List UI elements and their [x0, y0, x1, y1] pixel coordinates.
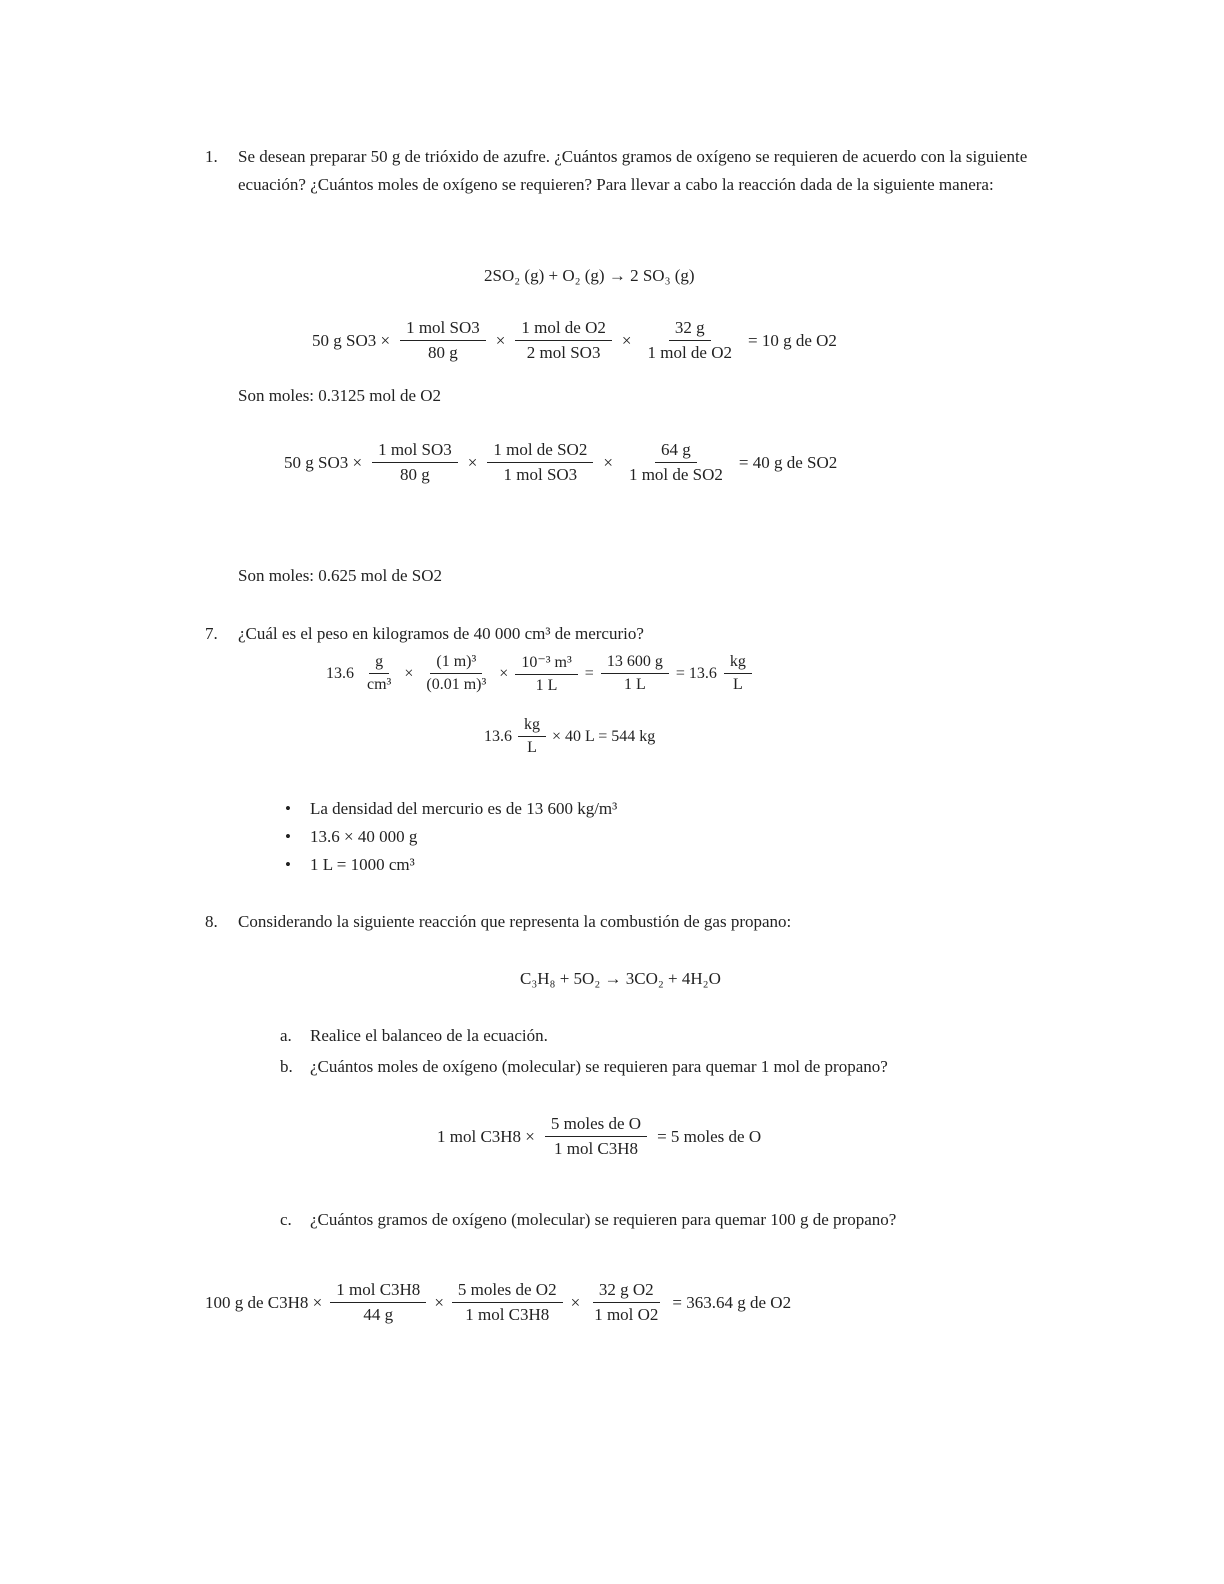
- question-text: Se desean preparar 50 g de trióxido de azufre. ¿Cuántos gramos de oxígeno se requieren de acuerdo con la siguiente ecuación? ¿Cuántos moles de oxígeno se requieren? Para llevar a cabo la reacción dada de la siguiente manera:: [238, 147, 1028, 194]
- calculation: 50 g SO3 × $\frac{\text{1 mol SO3}}{80 g}$ × $\frac{\text{1 mol de O2}}{\text{2 mol SO3}}$ × $\frac{32 g}{\text{1 mol de O2}}$ = 10 g de O2: [312, 318, 837, 362]
- item-letter: b.: [280, 1057, 293, 1076]
- fraction: $\frac{\text{32 g O2}}{\text{1 mol O2}}$: [594, 1280, 659, 1324]
- moles-result: Son moles: 0.3125 mol de O2: [238, 386, 442, 405]
- fraction: $\frac{64 g}{\text{1 mol de SO2}}$: [628, 440, 723, 484]
- calc-lead: 50 g SO3 ×: [284, 452, 363, 472]
- fraction: $\frac{\text{1 mol de SO2}}{\text{1 mol SO3}}$: [487, 440, 593, 485]
- bullet-icon: •: [285, 799, 291, 818]
- bullet-text: 13.6 × 40 000 g: [310, 827, 418, 846]
- calculation: 50 g SO3 × $\frac{\text{1 mol SO3}}{80 g}$ × $\frac{\text{1 mol de SO2}}{\text{1 mol SO3}}$ × $\frac{64 g}{\text{1 mol de SO2}}$ = 40 g de SO2: [284, 440, 838, 484]
- calculation: 1 mol C3H8 × $\frac{\text{5 moles de O}}{\text{1 mol C3H8}}$ = 5 moles de O: [437, 1114, 762, 1158]
- fraction: $\frac{\text{10⁻³ m³}}{1 L}$: [515, 652, 577, 695]
- calculation: 100 g de C3H8 × $\frac{\text{1 mol C3H8}}{44 g}$ × $\frac{\text{5 moles de O2}}{\text{1 mol C3H8}}$ × $\frac{\text{32 g O2}}{\text{1 mol O2}}$ = 363.64 g de O2: [205, 1280, 792, 1324]
- bullet-text: 1 L = 1000 cm³: [310, 855, 415, 874]
- item-text: Realice el balanceo de la ecuación.: [310, 1026, 548, 1045]
- fraction: $\frac{13 600 g}{1 L}$: [601, 653, 669, 694]
- bullet-icon: •: [285, 855, 291, 874]
- chemical-equation: 2SO₂ (g) + O₂ (g) → 2 SO₃ (g): [484, 266, 695, 285]
- bullet-text: La densidad del mercurio es de 13 600 kg/m³: [310, 799, 618, 818]
- item-text: ¿Cuántos moles de oxígeno (molecular) se requieren para quemar 1 mol de propano?: [310, 1057, 888, 1076]
- item-text: ¿Cuántos gramos de oxígeno (molecular) se requieren para quemar 100 g de propano?: [310, 1210, 897, 1229]
- fraction: $\frac{\text{1 mol C3H8}}{44 g}$: [330, 1280, 426, 1325]
- fraction: $\frac{g}{\text{cm³}}$: [367, 653, 392, 693]
- question-text: Considerando la siguiente reacción que representa la combustión de gas propano:: [238, 912, 792, 931]
- question-number: 7.: [205, 624, 218, 643]
- fraction: $\frac{kg}{L}$: [518, 716, 546, 757]
- fraction: $\frac{\text{(1 m)³}}{\text{(0.01 m)³}}$: [426, 653, 487, 693]
- fraction: $\frac{\text{1 mol SO3}}{80 g}$: [400, 318, 486, 363]
- item-letter: c.: [280, 1210, 292, 1229]
- conversion-equation: 13.6 $\frac{g}{\text{cm³}}$ × $\frac{\text{(1 m)³}}{\text{(0.01 m)³}}$ × $\frac{\text{10⁻³ m³}}{1 L}$ = $\frac{13 600 g}{1 L}$ = 13.6 $\frac{kg}{L}$: [326, 652, 752, 695]
- fraction: $\frac{\text{1 mol SO3}}{80 g}$: [372, 440, 458, 485]
- chemical-equation: C₃H₈ + 5O₂ → 3CO₂ + 4H₂O: [520, 969, 721, 988]
- fraction: $\frac{32 g}{\text{1 mol de O2}}$: [647, 318, 733, 362]
- calc-result: = 40 g de SO2: [738, 452, 838, 472]
- fraction: $\frac{\text{1 mol de O2}}{\text{2 mol SO3}}$: [515, 318, 612, 363]
- question-number: 1.: [205, 147, 218, 166]
- moles-result: Son moles: 0.625 mol de SO2: [238, 566, 443, 585]
- fraction: $\frac{\text{5 moles de O2}}{\text{1 mol C3H8}}$: [452, 1280, 563, 1325]
- calc-result: = 10 g de O2: [748, 330, 837, 350]
- calc-lead: 50 g SO3 ×: [312, 330, 391, 350]
- question-number: 8.: [205, 912, 218, 931]
- item-letter: a.: [280, 1026, 292, 1045]
- fraction: $\frac{kg}{L}$: [724, 653, 752, 694]
- fraction: $\frac{\text{5 moles de O}}{\text{1 mol C3H8}}$: [545, 1114, 647, 1159]
- question-text: ¿Cuál es el peso en kilogramos de 40 000 cm³ de mercurio?: [238, 624, 644, 643]
- conversion-equation: 13.6 $\frac{kg}{L}$ × 40 L = 544 kg: [484, 716, 656, 756]
- bullet-icon: •: [285, 827, 291, 846]
